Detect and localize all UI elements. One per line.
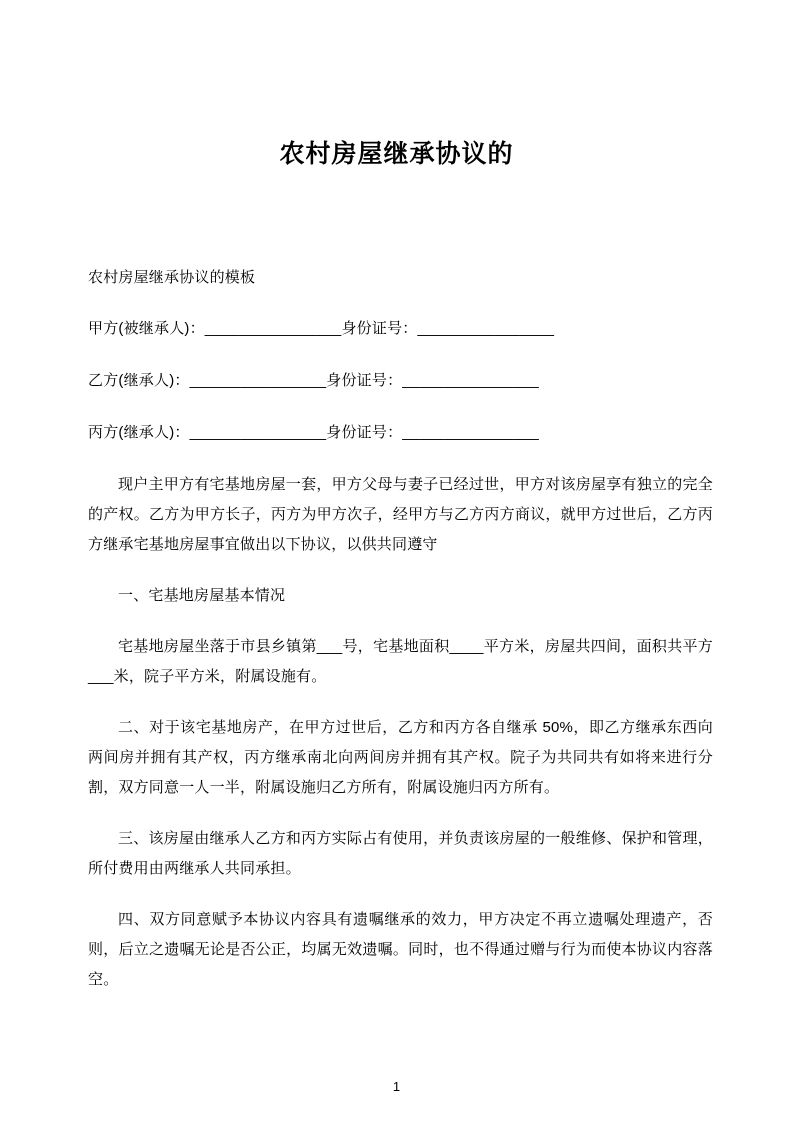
paragraph-preamble: 现户主甲方有宅基地房屋一套，甲方父母与妻子已经过世，甲方对该房屋享有独立的完全的产权。乙方为甲方长子，丙方为甲方次子，经甲方与乙方丙方商议，就甲方过世后，乙方丙方继承宅基地房屋事宜做出以下协议，以供共同遵守 <box>88 475 713 553</box>
section-heading-one: 一、宅基地房屋基本情况 <box>118 586 286 604</box>
section-heading-four: 四、双方同意赋予本协议内容具有遗嘱继承的效力，甲方决定不再立遗嘱处理遗产，否则，后立之遗嘱无论是否公正，均属无效遗嘱。同时，也不得通过赠与行为而使本协议内容落空。 <box>88 910 713 988</box>
page-number: 1 <box>392 1079 401 1094</box>
party-line-bingfang: 丙方(继承人)：________________身份证号：________________ <box>88 423 539 441</box>
section-heading-three: 三、该房屋由继承人乙方和丙方实际占有使用，并负责该房屋的一般维修、保护和管理，所付费用由两继承人共同承担。 <box>88 829 713 877</box>
document-body <box>0 263 793 995</box>
paragraph-property-details: 宅基地房屋坐落于市县乡镇第___号，宅基地面积____平方米，房屋共四间，面积共平方___米，院子平方米，附属设施有。 <box>88 637 713 685</box>
page-title: 农村房屋继承协议的 <box>279 140 514 168</box>
party-line-jiafang: 甲方(被继承人)：________________身份证号：________________ <box>88 319 555 337</box>
party-line-yifang: 乙方(继承人)：________________身份证号：________________ <box>88 371 539 389</box>
section-heading-two: 二、对于该宅基地房产，在甲方过世后，乙方和丙方各自继承 50%，即乙方继承东西向两间房并拥有其产权，丙方继承南北向两间房并拥有其产权。院子为共同共有如将来进行分割，双方同意一人一半，附属设施归乙方所有，附属设施归丙方所有。 <box>88 718 713 796</box>
document-subtitle: 农村房屋继承协议的模板 <box>88 268 256 286</box>
